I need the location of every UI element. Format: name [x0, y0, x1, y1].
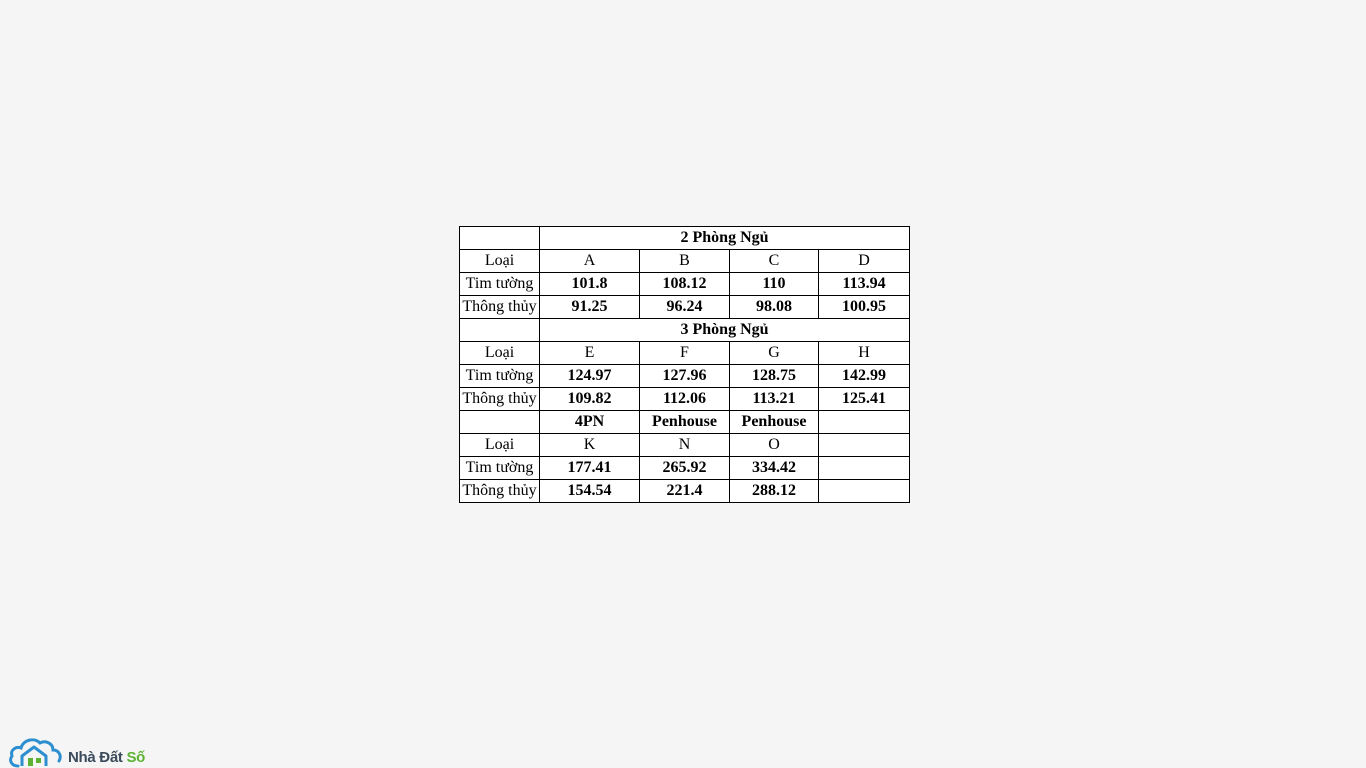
type-cell: N — [640, 434, 730, 457]
area-cell: 96.24 — [640, 296, 730, 319]
area-cell: 125.41 — [819, 388, 910, 411]
type-cell: H — [819, 342, 910, 365]
row-label: Thông thủy — [460, 388, 540, 411]
apartment-area-table — [459, 226, 910, 503]
clear-area-row — [460, 480, 910, 503]
type-cell: D — [819, 250, 910, 273]
type-row — [460, 434, 910, 457]
section-title-row — [460, 319, 910, 342]
type-cell: B — [640, 250, 730, 273]
empty-cell — [819, 480, 910, 503]
wall-area-row — [460, 273, 910, 296]
area-cell: 221.4 — [640, 480, 730, 503]
empty-cell — [819, 411, 910, 434]
wall-area-row — [460, 365, 910, 388]
type-cell: A — [540, 250, 640, 273]
section-header: Penhouse — [640, 411, 730, 434]
type-cell: C — [730, 250, 819, 273]
row-label: Loại — [460, 342, 540, 365]
wall-area-row — [460, 457, 910, 480]
table-image — [459, 229, 909, 499]
area-cell: 128.75 — [730, 365, 819, 388]
type-row — [460, 250, 910, 273]
area-cell: 288.12 — [730, 480, 819, 503]
area-cell: 113.94 — [819, 273, 910, 296]
row-label: Thông thủy — [460, 480, 540, 503]
empty-cell — [460, 227, 540, 250]
area-cell: 91.25 — [540, 296, 640, 319]
area-cell: 108.12 — [640, 273, 730, 296]
row-label: Loại — [460, 434, 540, 457]
section-header: 4PN — [540, 411, 640, 434]
area-cell: 127.96 — [640, 365, 730, 388]
type-cell: O — [730, 434, 819, 457]
type-row — [460, 342, 910, 365]
empty-cell — [460, 319, 540, 342]
row-label: Tim tường — [460, 457, 540, 480]
section-title-row — [460, 227, 910, 250]
area-cell: 142.99 — [819, 365, 910, 388]
row-label: Loại — [460, 250, 540, 273]
logo-text: Nhà Đất Số — [68, 749, 146, 766]
section-header: Penhouse — [730, 411, 819, 434]
type-cell: E — [540, 342, 640, 365]
row-label: Tim tường — [460, 365, 540, 388]
row-label: Thông thủy — [460, 296, 540, 319]
area-cell: 101.8 — [540, 273, 640, 296]
type-cell: F — [640, 342, 730, 365]
area-cell: 124.97 — [540, 365, 640, 388]
area-cell: 154.54 — [540, 480, 640, 503]
area-cell: 109.82 — [540, 388, 640, 411]
row-label: Tim tường — [460, 273, 540, 296]
watermark-logo — [8, 732, 158, 768]
cloud-house-icon — [8, 732, 68, 768]
section-header-row — [460, 411, 910, 434]
type-cell: G — [730, 342, 819, 365]
section-title: 3 Phòng Ngủ — [540, 319, 910, 342]
area-cell: 334.42 — [730, 457, 819, 480]
area-cell: 100.95 — [819, 296, 910, 319]
clear-area-row — [460, 296, 910, 319]
clear-area-row — [460, 388, 910, 411]
area-cell: 177.41 — [540, 457, 640, 480]
area-cell: 110 — [730, 273, 819, 296]
area-cell: 265.92 — [640, 457, 730, 480]
empty-cell — [819, 434, 910, 457]
area-cell: 113.21 — [730, 388, 819, 411]
empty-cell — [819, 457, 910, 480]
area-cell: 98.08 — [730, 296, 819, 319]
type-cell: K — [540, 434, 640, 457]
area-cell: 112.06 — [640, 388, 730, 411]
empty-cell — [460, 411, 540, 434]
section-title: 2 Phòng Ngủ — [540, 227, 910, 250]
